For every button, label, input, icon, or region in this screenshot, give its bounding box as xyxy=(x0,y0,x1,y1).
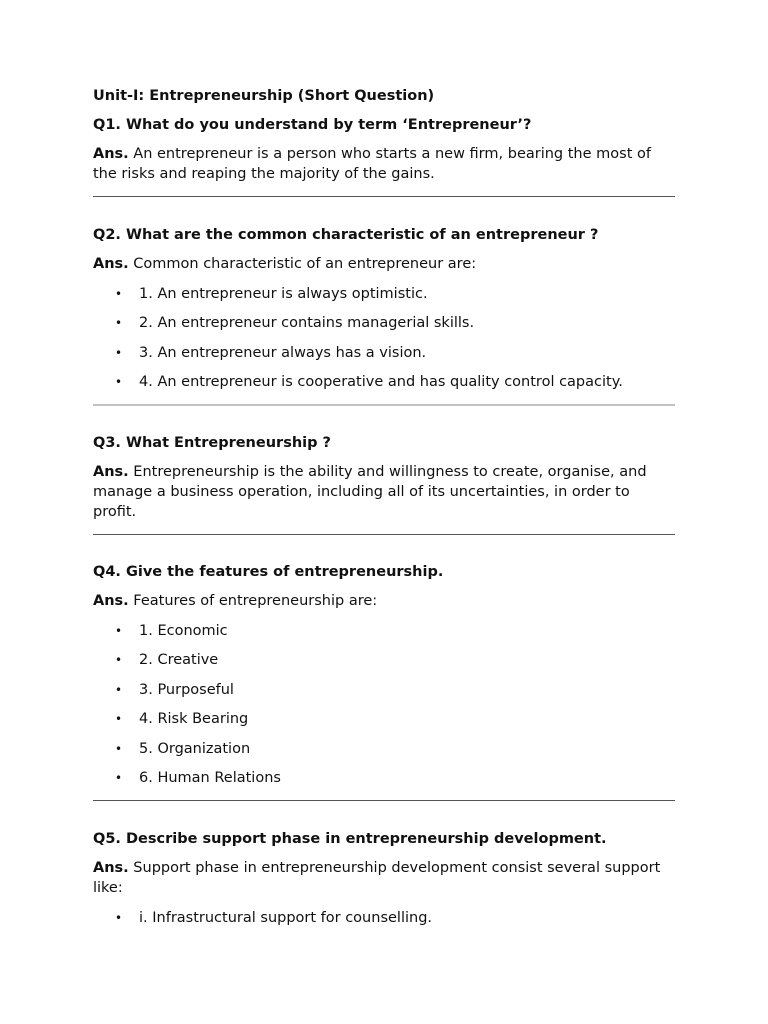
bullet-icon: • xyxy=(115,741,123,756)
features-list xyxy=(93,621,675,789)
bullet-icon: • xyxy=(115,682,123,697)
question-4: Q4. Give the features of entrepreneurship. xyxy=(93,564,444,580)
answer-5-text: Support phase in entrepreneurship development consist several support like: xyxy=(93,860,661,896)
section-divider xyxy=(93,404,675,406)
answer-label: Ans. xyxy=(93,860,129,876)
answer-label: Ans. xyxy=(93,256,129,272)
answer-5 xyxy=(93,858,675,898)
section-divider xyxy=(93,800,675,801)
answer-1 xyxy=(93,144,675,184)
support-list xyxy=(93,908,675,928)
answer-2-text: Common characteristic of an entrepreneur are: xyxy=(133,256,477,272)
answer-label: Ans. xyxy=(93,593,129,609)
question-5: Q5. Describe support phase in entrepreneurship development. xyxy=(93,831,607,847)
bullet-icon: • xyxy=(115,771,123,785)
section-divider xyxy=(93,196,675,197)
list-item: • 6. Human Relations xyxy=(115,770,281,786)
bullet-icon: • xyxy=(115,623,123,638)
question-1: Q1. What do you understand by term ‘Entrepreneur’? xyxy=(93,117,532,133)
list-item: • 4. An entrepreneur is cooperative and has quality control capacity. xyxy=(115,374,623,390)
list-item: • 2. An entrepreneur contains managerial skills. xyxy=(115,315,475,331)
list-item: • 5. Organization xyxy=(115,740,251,757)
answer-label: Ans. xyxy=(93,146,129,162)
answer-label: Ans. xyxy=(93,464,129,480)
list-item: • 2. Creative xyxy=(115,652,219,668)
bullet-icon: • xyxy=(115,316,123,330)
answer-2 xyxy=(93,254,675,274)
list-item: • 3. An entrepreneur always has a vision. xyxy=(115,344,427,361)
section-divider xyxy=(93,534,675,535)
bullet-icon: • xyxy=(115,375,123,389)
bullet-icon: • xyxy=(115,345,123,360)
bullet-icon: • xyxy=(115,910,123,925)
list-item: • 4. Risk Bearing xyxy=(115,711,249,727)
bullet-icon: • xyxy=(115,712,123,726)
list-item: • 1. An entrepreneur is always optimistic. xyxy=(115,285,428,302)
list-item: • 1. Economic xyxy=(115,622,228,639)
question-3: Q3. What Entrepreneurship ? xyxy=(93,435,331,451)
list-item: • i. Infrastructural support for counselling. xyxy=(115,909,433,926)
characteristics-list xyxy=(93,284,675,393)
answer-4-text: Features of entrepreneurship are: xyxy=(133,593,378,609)
document-page xyxy=(93,86,675,928)
document-title: Unit-I: Entrepreneurship (Short Question) xyxy=(93,88,435,104)
answer-4 xyxy=(93,591,675,611)
bullet-icon: • xyxy=(115,653,123,667)
answer-1-text: An entrepreneur is a person who starts a new firm, bearing the most of the risks and reaping the majority of the gains. xyxy=(93,146,651,182)
list-item: • 3. Purposeful xyxy=(115,681,234,698)
answer-3 xyxy=(93,462,675,522)
answer-3-text: Entrepreneurship is the ability and willingness to create, organise, and manage a business operation, including all of its uncertainties, in order to profit. xyxy=(93,464,647,520)
bullet-icon: • xyxy=(115,286,123,301)
question-2: Q2. What are the common characteristic of an entrepreneur ? xyxy=(93,227,599,243)
